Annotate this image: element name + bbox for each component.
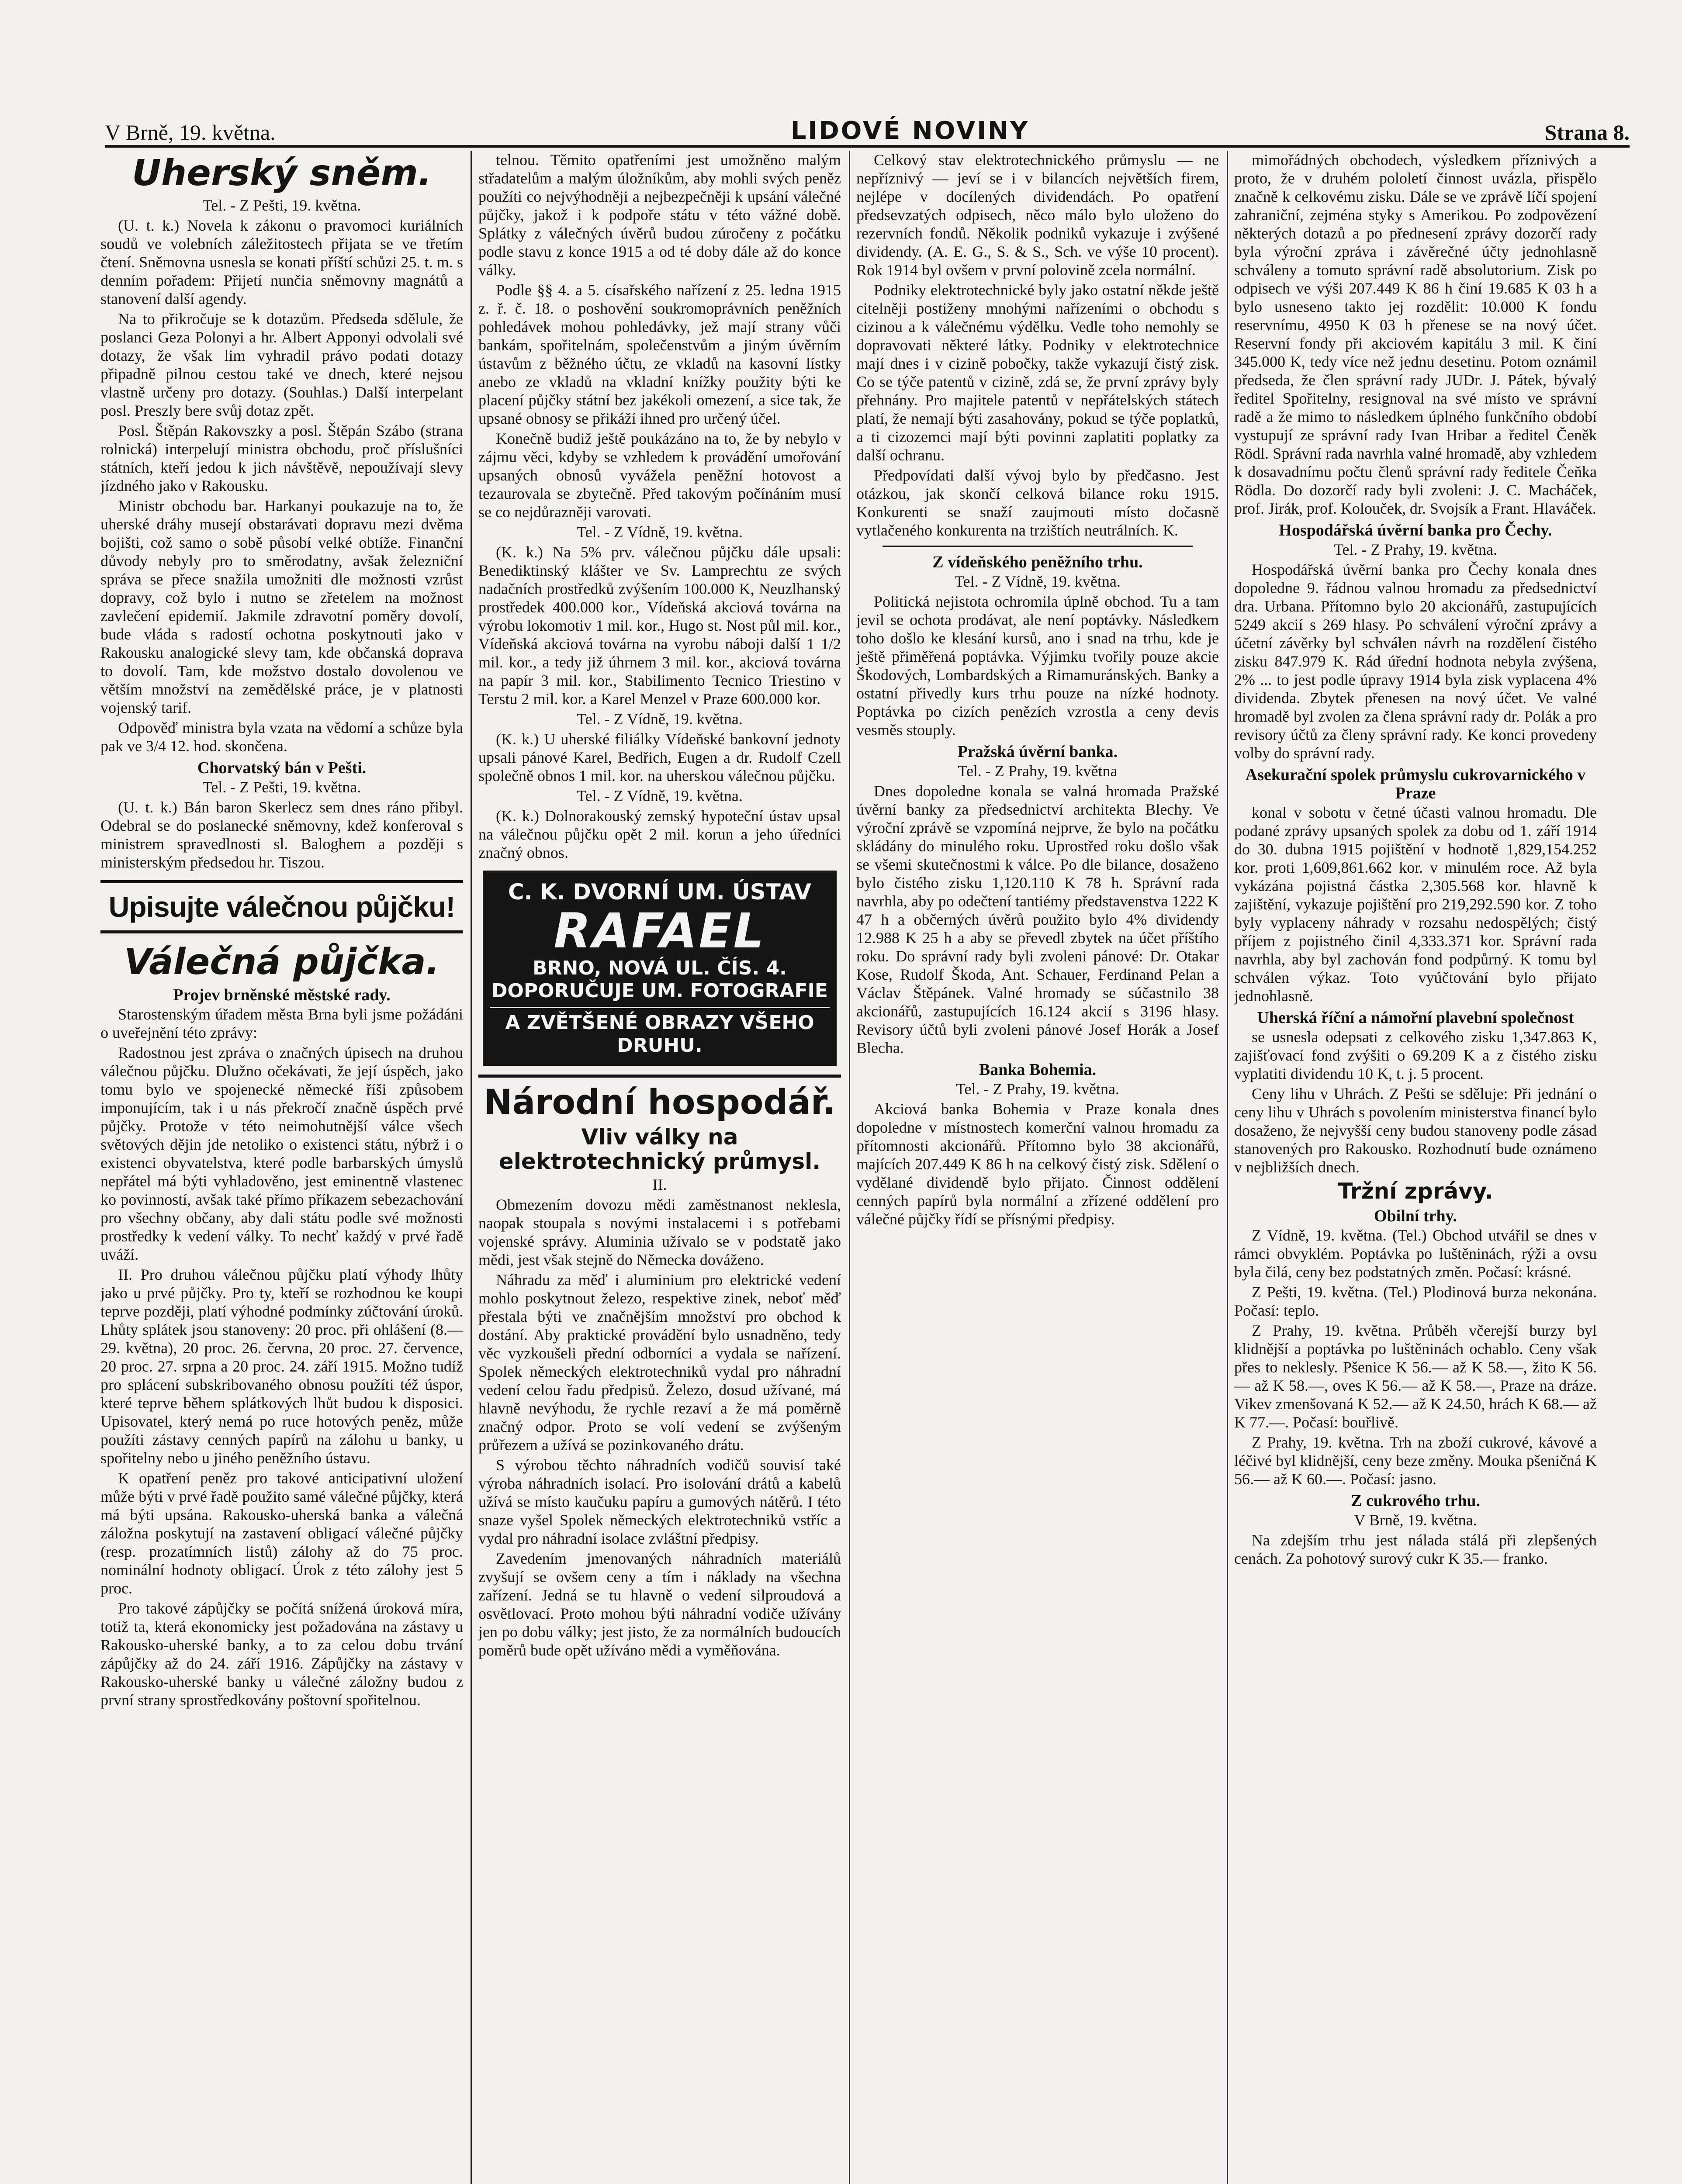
paragraph: (K. k.) Dolnorakouský zemský hypoteční ústav upsal na válečnou půjčku opět 2 mil. korun a jeho úředníci značný obnos. — [478, 807, 841, 861]
paragraph: Hospodářská úvěrní banka pro Čechy konala dnes dopoledne 9. řádnou valnou hromadu za předsednictví dra. Urbana. Přítomno bylo 20 akcionářů, zastupujících 5249 akcií s 269 hlasy. Po schválení výroční zprávy a účetní závěrky byl schválen návrh na rozdělení čistého zisku 847.979 K. Rád úřední hodnota nebyla zvýšena, 2% ... to jest podle úpravy 1914 byla zisk vyplacena 4% dividenda. Zbytek přenesen na nový účet. Ve valné hromadě byl zvolen za člena správní rady dr. Polák a pro revisory účtů za členy správní rady. Ke konci provedeny volby do správní rady. — [1234, 561, 1597, 762]
paragraph: Politická nejistota ochromila úplně obchod. Tu a tam jevil se ochota prodávat, ale není poptávky. Následkem toho došlo ke klesání kursů, ano i snad na trhu, kde je ještě přiměřená poptávka. Výjimku tvořily pouze akcie Škodových, Lombardských a Rimamuránských. Banky a ostatní přivedly kurs trhu pouze na nízké hodnoty. Poptávka po cizích penězích vzrostla a ceny devis vesměs stouply. — [856, 593, 1219, 739]
paragraph: S výrobou těchto náhradních vodičů souvisí také výroba náhradních isolací. Pro isolování drátů a kabelů užívá se místo kaučuku papíru a gumových nátěrů. I této snaze vyšel Spolek německých elektrotechniků vstříc a vydal pro náhradní isolace zvláštní předpisy. — [478, 1456, 841, 1547]
paragraph: Starostenským úřadem města Brna byli jsme požádáni o uveřejnění této zprávy: — [100, 1006, 463, 1041]
dateline: Tel. - Z Vídně, 19. května. — [577, 710, 743, 728]
ad-line: A ZVĚTŠENÉ OBRAZY VŠEHO DRUHU. — [490, 1007, 830, 1057]
ad-line: BRNO, NOVÁ UL. ČÍS. 4. — [533, 957, 787, 979]
paragraph: mimořádných obchodech, výsledkem příznivých a proto, že v druhém pololetí činnost uvázla, přispělo značně k celkovému zisku. Dále se ve zprávě líčí spojení zahraniční, zejména styky s Amerikou. Po zodpovězení některých dotazů a po přednesení zprávy dozorčí rady byla výroční zpráva i závěrečné účty jednohlasně schváleny a tomuto správní radě absolutorium. Zisk po odpisech ve výši 207.449 K 86 h činí 19.685 K 03 h a bylo usneseno takto jej rozdělit: 10.000 K fondu reservnímu, 4950 K 03 h přenese se na nový účet. Reservní fondy při akciovém kapitálu 3 mil. K činí 345.000 K, tedy více než jednu desetinu. Potom oznámil předseda, že člen správní rady JUDr. J. Pátek, bývalý ředitel Spořitelny, resignoval na své místo ve správní radě a že mimo to následkem úplného funkčního období vystupují ze správní rady Ivan Hribar a ředitel Čeněk Rödl. Správní rada navrhla valné hromadě, aby vzhledem k dosavadnímu počtu členů správní rady ředitele Čeňka Rödla. Do dozorčí rady byli zvoleni: J. C. Macháček, prof. Jirák, prof. Kolouček, dr. Svojsík a Frant. Hlaváček. — [1234, 151, 1597, 517]
column-rule — [471, 151, 472, 2184]
paragraph: telnou. Těmito opatřeními jest umožněno malým střadatelům a malým úložníkům, aby mohli svých peněz použíti co nejvýhodněji a nejbezpečněji k upsání válečné půjčky, jakož i k podpoře státu v této vážné době. Splátky z válečných úvěrů budou zúročeny z počátku podle stavu z konce 1915 a od té doby dále až do konce války. — [478, 151, 841, 279]
paragraph: K opatření peněz pro takové anticipativní uložení může býti v prvé řadě použito samé válečné půjčky, která má býti upsána. Rakousko-uherská banka a válečná záložna poskytují na zastavení obligací válečné půjčky (resp. prozatímních listů) zálohy až do 75 proc. nominální hodnoty obligací. Úrok z této zálohy jest 5 proc. — [100, 1469, 463, 1597]
paragraph: se usnesla odepsati z celkového zisku 1,347.863 K, zajišťovací fond zvýšiti o 69.209 K a z čistého zisku vyplatiti dividendu 10 K, t. j. 5 procent. — [1234, 1028, 1597, 1082]
paragraph: Z Prahy, 19. května. Průběh včerejší burzy byl klidnější a poptávka po luštěninách ochablo. Ceny však přes to neklesly. Pšenice K 56.— až K 58.—, žito K 56.— až K 58.—, oves K 56.— až K 58.—, Praze na dráze. Vikev zmenšovaná K 52.— až K 24.50, hrách K 68.— až K 77.—. Počasí: bouřlivě. — [1234, 1322, 1597, 1431]
column-rule — [1227, 151, 1228, 2184]
paragraph: Obmezením dovozu mědi zaměstnanost neklesla, naopak stoupala s novými instalacemi i s potřebami vojenské správy. Aluminia užívalo se v podstatě jako mědi, jest však stejně do Německa dováženo. — [478, 1196, 841, 1268]
paragraph: Dnes dopoledne konala se valná hromada Pražské úvěrní banky za předsednictví architekta Blechy. Ve výroční zprávě se vzpomíná nejprve, že bylo na počátku skládány do minulého roku. Uprostřed roku došlo však se všemi skutečnostmi k válce. Po dle bilance, dosaženo bylo čistého zisku 1,120.110 K 78 h. Správní rada navrhla, aby po odečtení tantiémy představenstva 1222 K 47 h a občerných úvěrů použito bylo 4% dividendy 12.988 K 25 h a aby se převedl zbytek na účet příštího roku. Do správní rady byli zvoleni pánové: Dr. Otakar Kose, Rudolf Škoda, Ant. Schauer, Ferdinand Pelan a Václav Štěpánek. Valné hromady se súčastnilo 38 akcionářů, zastupujících 16.124 akcií s 3196 hlasy. Revisory účtů byli zvoleni pánové Josef Horák a Josef Blecha. — [856, 782, 1219, 1057]
paragraph: Z Prahy, 19. května. Trh na zboží cukrové, kávové a léčivé byl klidnější, ceny beze změny. Mouka pšeničná K 56.— až K 60.—. Počasí: jasno. — [1234, 1434, 1597, 1488]
paragraph: Ceny lihu v Uhrách. Z Pešti se sděluje: Při jednání o ceny lihu v Uhrách s povolením ministerstva financí bylo dosaženo, že nejvyšší ceny budou stanoveny podle zásad stanovených pro Rakousko. Rozhodnutí bude oznámeno v nejbližších dnech. — [1234, 1085, 1597, 1176]
paragraph: (U. t. k.) Bán baron Skerlecz sem dnes ráno přibyl. Odebral se do poslanecké sněmovny, kdež konferoval s ministrem spravedlnosti sl. Baloghem a později s ministerským předsedou hr. Tiszou. — [100, 798, 463, 871]
section-title: Z cukrového trhu. — [1351, 1492, 1480, 1510]
dateline: V Brně, 19. května. — [1354, 1511, 1477, 1529]
ad-line: DOPORUČUJE UM. FOTOGRAFIE — [491, 980, 828, 1002]
paragraph: (K. k.) U uherské filiálky Vídeňské bankovní jednoty upsali pánové Karel, Bedřich, Eugen a dr. Rudolf Czell společně obnos 1 mil. kor. na uherskou válečnou půjčku. — [478, 730, 841, 784]
paragraph: Z Pešti, 19. května. (Tel.) Plodinová burza nekonána. Počasí: teplo. — [1234, 1283, 1597, 1319]
dateline: Tel. - Z Vídně, 19. května. — [955, 573, 1121, 590]
advertisement-rafael — [483, 871, 837, 1066]
paragraph: Radostnou jest zpráva o značných úpisech na druhou válečnou půjčku. Dlužno očekávati, že její úspěch, jako tomu bylo ve spojenecké německé říši způsobem imponujícím, tak i u nás překročí značně úspěch prvé půjčky. Protože v této neimohutnější válce všech světových dějin jde netoliko o existenci státu, nýbrž i o existenci obyvatelstva, které podle barbarských úmyslů nepřátel má býti vyhladověno, jest eminentně vlastenec ko povinností, avšak také přímo příkazem sebezachování pro všechny občany, aby dali státu podle své možnosti prostředky k vedení války. To nechť každý v prvé řadě uváží. — [100, 1044, 463, 1263]
dateline: Tel. - Z Prahy, 19. května — [958, 762, 1118, 780]
article-title: Uherský sněm. — [132, 152, 432, 194]
section-title: Z vídeňského peněžního trhu. — [932, 553, 1143, 571]
section-title: Uherská říční a námořní plavební společnost — [1257, 1009, 1574, 1027]
paragraph: Odpověď ministra byla vzata na vědomí a schůze byla pak ve 3/4 12. hod. skončena. — [100, 719, 463, 755]
section-title: Chorvatský bán v Pešti. — [197, 759, 367, 777]
section-title: Banka Bohemia. — [979, 1061, 1097, 1079]
column-4 — [1234, 151, 1597, 2184]
section-title: Hospodářská úvěrní banka pro Čechy. — [1279, 521, 1552, 539]
paragraph: Z Vídně, 19. května. (Tel.) Obchod utvářil se dnes v rámci obvyklém. Poptávka po luštěninách, rýži a ovsu byla čilá, ceny bez podstatných změn. Počasí: krásné. — [1234, 1227, 1597, 1281]
paragraph: Náhradu za měď i aluminium pro elektrické vedení mohlo poskytnout železo, respektive zinek, neboť měď přestala býti ve značnějším množství pro obchod k dostání. Aby praktické provádění bylo usnadněno, tedy věc vyzkoušeli přední odborníci a vydala se nařízení. Spolek německých elektrotechniků vydal pro náhradní vedení celou řadu předpisů. Železo, dosud užívané, má hlavně nevýhodu, že rychle rezaví a že má poměrně značný odpor. Proto se volí vedení se zvýšeným průřezem a užívá se pozinkovaného drátu. — [478, 1271, 841, 1454]
dateline: Tel. - Z Prahy, 19. května. — [1333, 541, 1498, 558]
column-1 — [100, 151, 463, 2184]
paragraph: Konečně budiž ještě poukázáno na to, že by nebylo v zájmu věci, kdyby se vzhledem k provádění umořování upsaných obnosů vyvážela peněžní hotovost a tezaurovala se zbytečně. Před takovým počínáním musí se co nejdůrazněji varovati. — [478, 430, 841, 521]
paragraph: (U. t. k.) Novela k zákonu o pravomoci kuriálních soudů ve volebních záležitostech přijata se ve třetím čtení. Sněmovna usnesla se konati příští schůzi 25. t. m. s denním pořadem: Přijetí nunčia sněmovny magnátů a stanovení další agendy. — [100, 217, 463, 308]
dateline: Tel. - Z Prahy, 19. května. — [955, 1080, 1120, 1098]
paragraph: Celkový stav elektrotechnického průmyslu — ne nepříznivý — jeví se i v bilancích největších firem, nejlépe v docílených dividendách. Po opatření předsevzatých odpisech, něco málo bylo uloženo do rezervních fondů. Několik podniků vykazuje i zvýšené dividendy. (A. E. G., S. & S., Sch. ve výše 10 procent). Rok 1914 byl ovšem v první polovině zcela normální. — [856, 151, 1219, 279]
ad-line: C. K. DVORNÍ UM. ÚSTAV — [508, 879, 812, 905]
dateline: Tel. - Z Vídně, 19. května. — [577, 787, 743, 805]
divider — [883, 546, 1193, 547]
dateline: Tel. - Z Pešti, 19. května. — [202, 778, 361, 796]
paragraph: Posl. Štěpán Rakovszky a posl. Štěpán Szábo (strana rolnická) interpelují ministra obchodu, proč příslušníci státních, kteří jedou k jich návštěvě, nepoužívají slevy jízdného jako v Rakousku. — [100, 422, 463, 494]
section-subtitle: Obilní trhy. — [1374, 1207, 1457, 1225]
paragraph: (K. k.) Na 5% prv. válečnou půjčku dále upsali: Benediktinský klášter ve Sv. Lamprechtu ze svých nadačních prostředků zvýšením 100.000 K, Neuzlhanský prostředek 400.000 kor., Vídeňská akciová továrna na výrobu lokomotiv 1 mil. kor., Hugo st. Nost půl mil. kor., Vídeňská akciová továrna na vyrobu náboji další 1 1/2 mil. kor., a tedy již úhrnem 3 mil. kor., akciová továrna na papír 3 mil. kor., Stabilimento Tecnico Triestino v Terstu 2 mil. kor. a Karel Menzel v Praze 600.000 kor. — [478, 543, 841, 708]
article-title: Vliv války na elektrotechnický průmysl. — [498, 1124, 821, 1174]
war-loan-banner: Upisujte válečnou půjčku! — [100, 880, 463, 933]
page-number: Strana 8. — [1544, 120, 1630, 145]
paragraph: Podle §§ 4. a 5. císařského nařízení z 25. ledna 1915 z. ř. č. 18. o poshovění soukromoprávních peněžních pohledávek mohou pohledávky, jež mají strany vůči bankám, spořitelnám, společenstvům a jiným úvěrním ústavům z běžného účtu, ze vkladů na kasovní lístky anebo ze vkladů na vkladní knížky použity býti ke placení půjčky státní bez jakékoli omezení, a sice tak, že upsané obnosy se přikáží ihned pro určený účel. — [478, 281, 841, 427]
section-title: Pražská úvěrní banka. — [957, 743, 1118, 761]
section-title: Národní hospodář. — [478, 1075, 841, 1122]
paragraph: Zavedením jmenovaných náhradních materiálů zvyšují se ovšem ceny a tím i náklady na všechna zařízení. Jedná se tu hlavně o vedení silproudová a osvětlovací. Proto mohou býti náhradní vodiče užívány jen po dobu války; jest jisto, že za normálních budoucích poměrů bude opět užíváno mědi a vyměňována. — [478, 1550, 841, 1659]
column-3 — [856, 151, 1219, 2184]
paragraph: Podniky elektrotechnické byly jako ostatní někde ještě citelněji postiženy mnohými nařízeními o obchodu s cizinou a k válečnému výdělku. Vedle toho nemohly se dopravovati některé látky. Podniky v elektrotechnice mají dnes i v cizině pobočky, takže vykazují čistý zisk. Co se týče patentů v cizině, zdá se, že první zprávy byly přehnány. Pro majitele patentů v nepřátelských státech platí, že nemají býti zasahovány, pokud se týče poplatků, a ti cizozemci mají býti povinni zaplatiti poplatky za další ochranu. — [856, 281, 1219, 464]
section-title: Asekurační spolek průmyslu cukrovarnického v Praze — [1245, 766, 1586, 802]
column-2 — [478, 151, 841, 2184]
masthead — [105, 114, 1630, 148]
column-rule — [849, 151, 850, 2184]
dateline: Tel. - Z Vídně, 19. května. — [577, 523, 743, 541]
part-number: II. — [652, 1176, 667, 1193]
article-subtitle: Projev brněnské městské rady. — [173, 986, 391, 1004]
paragraph: Předpovídati další vývoj bylo by předčasno. Jest otázkou, jak skončí celková bilance roku 1915. Konkurenti se snaží zaujmouti místo dočasně vytlačeného konkurenta na trzištích neutrálních. K. — [856, 467, 1219, 539]
article-title: Válečná půjčka. — [124, 941, 440, 983]
paragraph: Ministr obchodu bar. Harkanyi poukazuje na to, že uherské dráhy musejí obstarávati dopravu mezi dvěma bojišti, což samo o sobě působí velké obtíže. Finanční důvody nebyly pro to směrodatny, avšak železniční správa se přece snažila umožniti dle možnosti vzrůst dopravy, což bylo i nutno se zřetelem na možnost zavlečení epidemií. Jakmile zdravotní poměry dovolí, bude vláda s radostí ochotna poskytnouti jako v Rakousku analogické slevy tam, kde občanská doprava to dovolí. Tam, kde možstvo dostalo dovolenou ve větším množství na zemědělské práce, je v platnosti vojenský tarif. — [100, 497, 463, 716]
paragraph: Pro takové zápůjčky se počítá snížená úroková míra, totiž ta, která ekonomicky jest požadována na zástavy u Rakousko-uherské banky, a to za celou dobu trvání zápůjčky až do 24. září 1916. Zápůjčky na zástavy v Rakousko-uherské banky u válečné záložny budou z první strany sprostředkovány poštovní spořitelnou. — [100, 1600, 463, 1709]
newspaper-title: LIDOVÉ NOVINY — [790, 117, 1030, 145]
paragraph: Na zdejším trhu jest nálada stálá při zlepšených cenách. Za pohotový surový cukr K 35.— franko. — [1234, 1531, 1597, 1567]
section-title: Tržní zprávy. — [1338, 1178, 1493, 1204]
paragraph: konal v sobotu v četné účasti valnou hromadu. Dle podané zprávy upsaných spolek za dobu od 1. září 1914 do 30. dubna 1915 pojištění v hodnotě 1,829,154.252 kor. proti 1,609,861.662 kor. v minulém roce. Až byla vykázána pojistná částka 2,305.568 kor. hlavně k zajištění, vykazuje pojištění pro 219,292.590 kor. Z toho byly vyplaceny náhrady v rozsahu nedospělých; čistý příjem z pojistného činil 4,333.371 kor. Správní rada navrhla, aby byl zachován fond podpůrný. K tomu byl schválen výkaz. Toto vyúčtování bylo přijato jednohlasně. — [1234, 804, 1597, 1005]
paragraph: Akciová banka Bohemia v Praze konala dnes dopoledne v místnostech komerční valnou hromadu za přítomnosti akcionářů. Přítomno bylo 38 akcionářů, majících 207.449 K 86 h na celkový čistý zisk. Sdělení o vydělané dividendě bylo přijato. Činnost oddělení cenných papírů byla normální a zřízené oddělení pro válečné půjčky řídí se přísnými předpisy. — [856, 1100, 1219, 1228]
paragraph: II. Pro druhou válečnou půjčku platí výhody lhůty jako u prvé půjčky. Pro ty, kteří se rozhodnou ke koupi teprve později, platí výhodné podmínky zúčtování úroků. Lhůty splátek jsou stanoveny: 20 proc. při ohlášení (8.—29. května), 20 proc. 26. června, 20 proc. 27. července, 20 proc. 27. srpna a 20 proc. 24. září 1915. Možno tudíž pro splácení subskribovaného obnosu použíti též úspor, které teprve během splátkových lhůt budou k disposici. Upisovatel, který nemá po ruce hotových peněz, může použíti zástavy cenných papírů na zálohu u banky, u spořitelny nebo u jiného peněžního ústavu. — [100, 1266, 463, 1467]
paragraph: Na to přikročuje se k dotazům. Předseda sdělule, že poslanci Geza Polonyi a hr. Albert Apponyi odvolali své dotazy, že však lim vyhradil právo podati dotazy připadně pilnou cestou také ve dnech, které nejsou vlastně určeny pro dotazy. (Souhlas.) Další interpelant posl. Preszly bere svůj dotaz zpět. — [100, 310, 463, 419]
issue-date: V Brně, 19. května. — [105, 120, 276, 145]
ad-brand: RAFAEL — [554, 903, 766, 959]
dateline: Tel. - Z Pešti, 19. května. — [202, 197, 361, 214]
